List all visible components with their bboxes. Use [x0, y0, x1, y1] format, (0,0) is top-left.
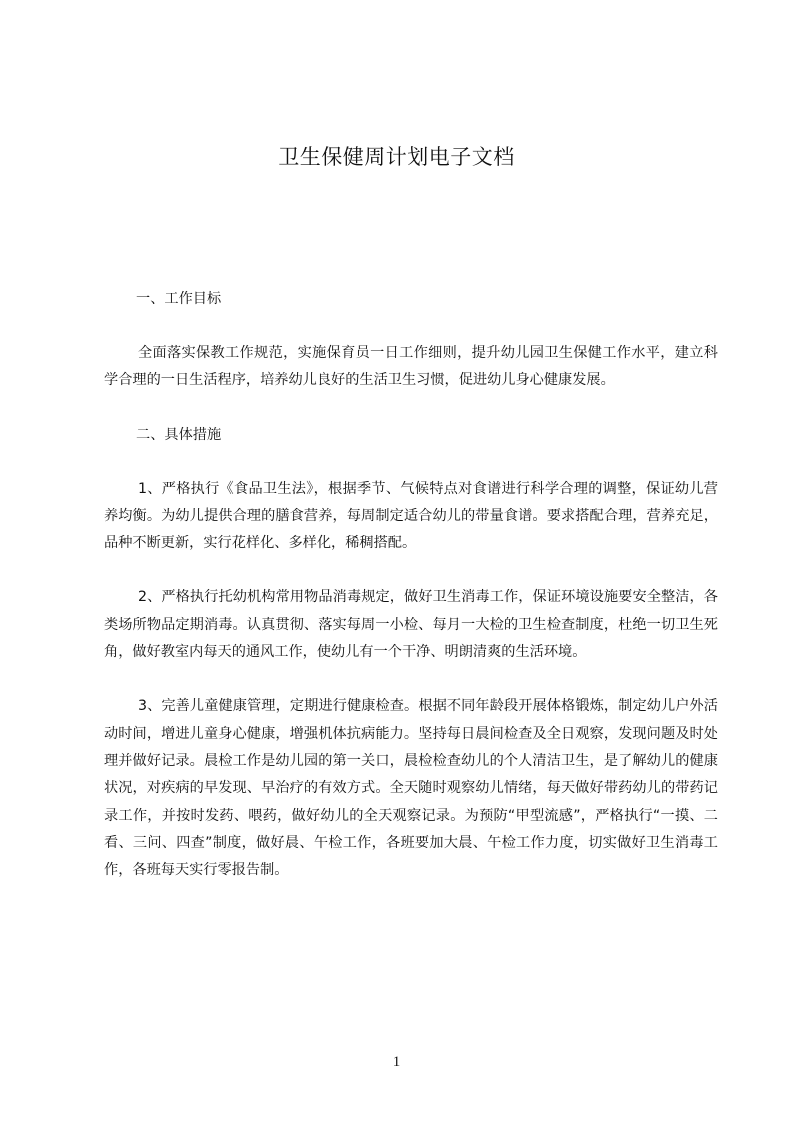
section-heading-measures: 二、具体措施: [136, 426, 222, 443]
spacer: [104, 313, 718, 340]
spacer: [104, 449, 718, 476]
paragraph-measure-2: 2、严格执行托幼机构常用物品消毒规定，做好卫生消毒工作，保证环境设施要安全整洁，各类场所物品定期消毒。认真贯彻、落实每周一小检、每月一大检的卫生检查制度，杜绝一切卫生死角，做好教室内每天的通风工作，使幼儿有一个干净、明朗清爽的生活环境。: [104, 589, 718, 661]
page-number: 1: [392, 1054, 401, 1070]
paragraph-measure-3: 3、完善儿童健康管理，定期进行健康检查。根据不同年龄段开展体格锻炼，制定幼儿户外活动时间，增进儿童身心健康，增强机体抗病能力。坚持每日晨间检查及全日观察，发现问题及时处理并做好记录。晨检工作是幼儿园的第一关口，晨检检查幼儿的个人清洁卫生，是了解幼儿的健康状况，对疾病的早发现、早治疗的有效方式。全天随时观察幼儿情绪，每天做好带药幼儿的带药记录工作，并按时发药、喂药，做好幼儿的全天观察记录。为预防“甲型流感”，严格执行“一摸、二看、三问、四查”制度，做好晨、午检工作，各班要加大晨、午检工作力度，切实做好卫生消毒工作，各班每天实行零报告制。: [104, 698, 718, 879]
spacer: [104, 557, 718, 584]
paragraph-measure-1: 1、严格执行《食品卫生法》，根据季节、气候特点对食谱进行科学合理的调整，保证幼儿营养均衡。为幼儿提供合理的膳食营养，每周制定适合幼儿的带量食谱。要求搭配合理，营养充足，品种不断更新，实行花样化、多样化，稀稠搭配。: [104, 480, 718, 552]
spacer: [104, 395, 718, 422]
document-body: [104, 286, 718, 884]
section-heading-goals: 一、工作目标: [136, 291, 222, 307]
paragraph-goals: 全面落实保教工作规范，实施保育员一日工作细则，提升幼儿园卫生保健工作水平，建立科学合理的一日生活程序，培养幼儿良好的生活卫生习惯，促进幼儿身心健康发展。: [104, 345, 718, 389]
spacer: [104, 666, 718, 693]
document-title: 卫生保健周计划电子文档: [278, 145, 515, 169]
